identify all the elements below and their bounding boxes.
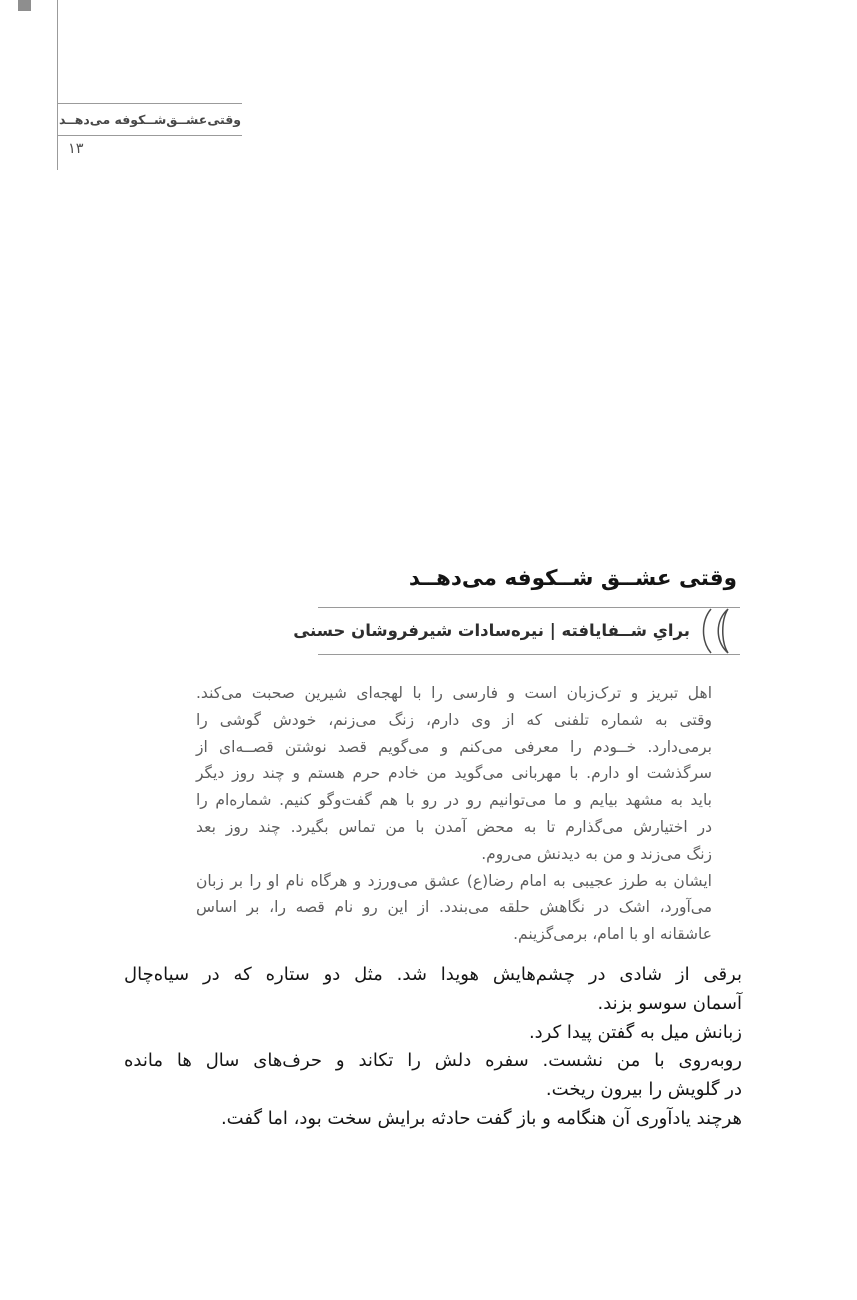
subtitle-band <box>293 607 740 655</box>
text-line: باید به مشهد بیایم و ما می‌توانیم رو در رو با هم گفت‌وگو کنیم. شماره‌ام را <box>196 791 712 810</box>
text-line: ایشان به طرز عجیبی به امام رضا(ع) عشق می‌ورزد و هرگاه نام او را بر زبان <box>196 871 712 890</box>
story-paragraph <box>124 961 742 1134</box>
text-line: زنگ می‌زند و من به دیدنش می‌روم. <box>481 844 712 863</box>
intro-paragraph <box>196 680 712 948</box>
running-title: وقتی‌عشــق‌شــکوفه می‌دهــد <box>58 112 242 127</box>
text-line: آسمان سوسو بزند. <box>597 992 742 1014</box>
text-line: وقتی به شماره تلفنی که از وی دارم، زنگ می‌زنم، خودش گوشی را <box>196 710 712 729</box>
text-line: در گلویش را بیرون ریخت. <box>545 1079 742 1101</box>
page-corner-tab <box>18 0 31 11</box>
page-number: ۱۳ <box>68 141 84 157</box>
text-line: اهل تبریز و ترک‌زبان است و فارسی را با لهجه‌ای شیرین صحبت می‌کند. <box>196 684 712 702</box>
double-parenthesis-ornament-icon <box>697 608 739 654</box>
text-line: می‌آورد، اشک در نگاهش حلقه می‌بندد. از این رو نام قصه را، بر اساس <box>196 898 712 917</box>
chapter-subtitle: برایِ شــفایافته | نیره‌سادات شیرفروشان حسنی <box>293 621 690 640</box>
text-line: عاشقانه او با امام، برمی‌گزینم. <box>513 925 712 944</box>
chapter-title: وقتی عشــق شــکوفه می‌دهــد <box>408 566 737 591</box>
text-line: برمی‌دارد. خــودم را معرفی می‌کنم و می‌گویم قصد نوشتن قصــه‌ای از <box>196 737 712 756</box>
text-line: سرگذشت او دارم. با مهربانی می‌گوید من خادم حرم هستم و چند روز دیگر <box>196 764 712 783</box>
text-line: روبه‌روی با من نشست. سفره دلش را تکاند و حرف‌های سال ها مانده <box>124 1050 742 1072</box>
text-line: زبانش میل به گفتن پیدا کرد. <box>528 1021 742 1043</box>
text-line: در اختیارش می‌گذارم تا به محض آمدن با من تماس بگیرد. چند روز بعد <box>196 817 712 836</box>
text-line: برقی از شادی در چشم‌هایش هویدا شد. مثل دو ستاره که در سیاه‌چال <box>124 964 742 985</box>
running-header <box>58 103 242 136</box>
text-line: هرچند یادآوری آن هنگامه و باز گفت حادثه برایش سخت بود، اما گفت. <box>220 1107 742 1129</box>
margin-rule <box>57 0 58 170</box>
